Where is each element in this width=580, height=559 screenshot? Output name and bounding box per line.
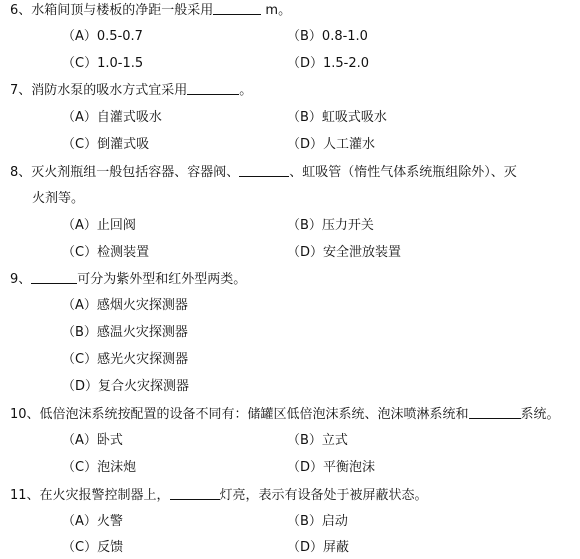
question-10-option-d: （D）平衡泡沫 [287,460,376,475]
question-8-stem [10,164,517,181]
question-7-option-a: （A）自灌式吸水 [62,110,162,125]
question-6-option-c: （C）1.0-1.5 [62,56,144,71]
question-7-text-end: 。 [239,83,253,98]
question-10-option-a: （A）卧式 [62,433,123,448]
question-9-option-c: （C）感光火灾探测器 [62,352,189,367]
question-8-option-b: （B）压力开关 [287,218,374,233]
question-10-stem [10,406,560,423]
question-6-option-d: （D）1.5-2.0 [287,56,370,71]
question-6-option-b: （B）0.8-1.0 [287,29,368,44]
question-7-stem [10,82,252,99]
question-8-option-c: （C）检测装置 [62,245,150,260]
question-9-option-a: （A）感烟火灾探测器 [62,298,188,313]
question-11-text-end: 灯亮，表示有设备处于被屏蔽状态。 [219,488,428,503]
question-10-text: 10、低倍泡沫系统按配置的设备不同有：储罐区低倍泡沫系统、泡沫喷淋系统和 [10,407,469,422]
question-11-stem [10,487,428,504]
answer-blank [170,487,220,500]
question-10-text-end: 系统。 [520,407,560,422]
answer-blank [239,164,289,177]
question-8-option-d: （D）安全泄放装置 [287,245,402,260]
question-9-number: 9、 [10,272,32,287]
question-9-text: 可分为紫外型和红外型两类。 [77,272,247,287]
question-6-text: 6、水箱间顶与楼板的净距一般采用 [10,3,214,18]
answer-blank [469,406,521,419]
question-11-text: 11、在火灾报警控制器上， [10,488,170,503]
question-11-option-c: （C）反馈 [62,540,124,555]
question-7-text: 7、消防水泵的吸水方式宜采用 [10,83,188,98]
question-8-text: 8、灭火剂瓶组一般包括容器、容器阀、 [10,165,240,180]
question-9-stem [10,271,246,288]
question-7-option-d: （D）人工灌水 [287,137,376,152]
question-10-option-b: （B）立式 [287,433,348,448]
question-10-option-c: （C）泡沫炮 [62,460,137,475]
question-8-text-mid: 、虹吸管（惰性气体系统瓶组除外）、灭 [289,165,517,180]
question-7-option-b: （B）虹吸式吸水 [287,110,387,125]
question-8-option-a: （A）止回阀 [62,218,136,233]
question-11-option-b: （B）启动 [287,514,348,529]
question-6-text-end: m。 [265,3,292,18]
answer-blank [213,2,261,15]
question-11-option-a: （A）火警 [62,514,123,529]
question-6-stem [10,2,291,19]
question-11-option-d: （D）屏蔽 [287,540,350,555]
question-9-option-b: （B）感温火灾探测器 [62,325,188,340]
question-6-option-a: （A）0.5-0.7 [62,29,143,44]
question-7-option-c: （C）倒灌式吸 [62,137,150,152]
question-8-stem-continued: 火剂等。 [32,191,85,206]
answer-blank [187,82,239,95]
question-9-option-d: （D）复合火灾探测器 [62,379,190,394]
answer-blank [31,271,77,284]
